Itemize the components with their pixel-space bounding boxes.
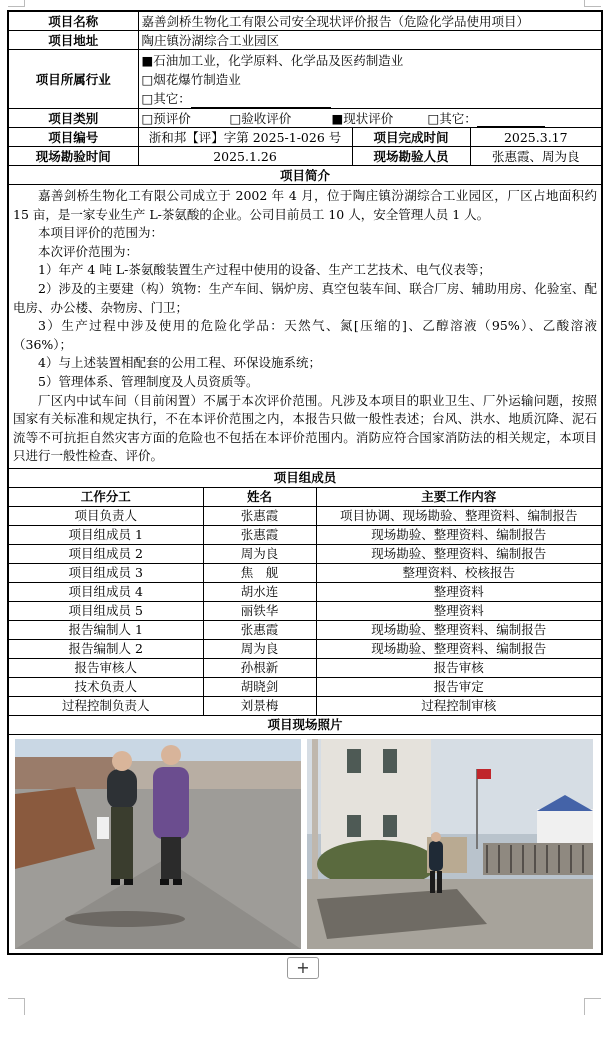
page-corner-mark [8, 998, 25, 1015]
industry-option: ■石油加工业，化学原料、化学品及医药制造业 [141, 52, 404, 68]
project-address-label: 项目地址 [8, 31, 138, 50]
member-work: 现场勘验、整理资料、编制报告 [316, 525, 602, 544]
member-work: 整理资料 [316, 601, 602, 620]
table-row [8, 582, 602, 601]
project-info-table [7, 10, 603, 955]
member-work: 现场勘验、整理资料、编制报告 [316, 639, 602, 658]
project-industry-label: 项目所属行业 [8, 50, 138, 109]
member-work: 项目协调、现场勘验、整理资料、编制报告 [316, 506, 602, 525]
member-name: 周为良 [203, 544, 316, 563]
page-corner-mark [8, 0, 25, 7]
member-name: 周为良 [203, 639, 316, 658]
survey-time-label: 现场勘验时间 [8, 147, 138, 166]
site-photo-left [15, 739, 301, 949]
member-name: 张惠霞 [203, 506, 316, 525]
completion-time-label: 项目完成时间 [352, 128, 470, 147]
intro-text [8, 185, 602, 469]
intro-paragraph: 嘉善剑桥生物化工有限公司成立于 2002 年 4 月，位于陶庄镇汾湖综合工业园区，厂区占地面积约 15 亩，是一家专业生产 L-茶氨酸的企业。公司目前员工 10 人，安全管理人员 1 人。 [13, 188, 598, 222]
table-row [8, 620, 602, 639]
category-option: □其它： [427, 110, 477, 126]
project-address-value: 陶庄镇汾湖综合工业园区 [138, 31, 602, 50]
project-name-label: 项目名称 [8, 11, 138, 31]
member-work: 整理资料、校核报告 [316, 563, 602, 582]
member-name: 焦 舰 [203, 563, 316, 582]
member-name: 张惠霞 [203, 620, 316, 639]
intro-paragraph: 厂区内中试车间（目前闲置）不属于本次评价范围。凡涉及本项目的职业卫生、厂外运输问题，按照国家有关标准和规定执行，不在本评价范围之内，本报告只做一般性表述；台风、洪水、地质沉降、泥石流等不可抗拒自然灾害方面的危险也不包括在本评价范围内。消防应符合国家消防法的相关规定，本项目只进行一般性检查、评价。 [13, 392, 598, 464]
page-corner-mark [584, 998, 601, 1015]
project-category-label: 项目类别 [8, 109, 138, 128]
member-role: 项目组成员 3 [8, 563, 203, 582]
page-corner-mark [584, 0, 601, 7]
table-row [8, 677, 602, 696]
blank-line [191, 94, 331, 108]
table-row [8, 639, 602, 658]
project-industry-options [138, 50, 602, 109]
member-name: 张惠霞 [203, 525, 316, 544]
member-work: 现场勘验、整理资料、编制报告 [316, 544, 602, 563]
member-work: 报告审核 [316, 658, 602, 677]
project-number-label: 项目编号 [8, 128, 138, 147]
category-option: □验收评价 [229, 110, 292, 126]
member-role: 技术负责人 [8, 677, 203, 696]
member-name: 刘景梅 [203, 696, 316, 715]
members-header-role: 工作分工 [8, 487, 203, 506]
intro-paragraph: 本次评价范围为： [38, 243, 139, 259]
project-name-value: 嘉善剑桥生物化工有限公司安全现状评价报告（危险化学品使用项目） [138, 11, 602, 31]
industry-option: □烟花爆竹制造业 [141, 71, 241, 87]
table-row [8, 544, 602, 563]
table-row [8, 525, 602, 544]
intro-section-title: 项目简介 [8, 166, 602, 185]
member-role: 报告编制人 1 [8, 620, 203, 639]
member-work: 整理资料 [316, 582, 602, 601]
member-role: 过程控制负责人 [8, 696, 203, 715]
intro-paragraph: 4）与上述装置相配套的公用工程、环保设施系统； [38, 355, 321, 371]
member-role: 项目组成员 5 [8, 601, 203, 620]
survey-staff-label: 现场勘验人员 [352, 147, 470, 166]
intro-paragraph: 2）涉及的主要建（构）筑物：生产车间、锅炉房、真空包装车间、联合厂房、辅助用房、化验室、配电房、办公楼、杂物房、门卫； [13, 280, 598, 315]
add-page-button[interactable]: + [287, 957, 319, 979]
members-header-name: 姓名 [203, 487, 316, 506]
survey-staff-value: 张惠霞、周为良 [470, 147, 602, 166]
survey-time-value: 2025.1.26 [138, 147, 352, 166]
members-header-work: 主要工作内容 [316, 487, 602, 506]
category-option: □预评价 [141, 110, 191, 126]
photos-container [8, 734, 602, 954]
member-name: 胡水连 [203, 582, 316, 601]
intro-paragraph: 1）年产 4 吨 L-茶氨酸装置生产过程中使用的设备、生产工艺技术、电气仪表等； [38, 262, 491, 278]
member-role: 报告编制人 2 [8, 639, 203, 658]
member-role: 项目组成员 4 [8, 582, 203, 601]
member-role: 项目组成员 2 [8, 544, 203, 563]
member-role: 项目负责人 [8, 506, 203, 525]
member-name: 丽铁华 [203, 601, 316, 620]
blank-line [477, 113, 545, 127]
site-photo-right [307, 739, 593, 949]
category-option: ■现状评价 [331, 110, 394, 126]
member-role: 项目组成员 1 [8, 525, 203, 544]
member-work: 过程控制审核 [316, 696, 602, 715]
table-row [8, 658, 602, 677]
industry-option: □其它： [142, 89, 599, 108]
intro-paragraph: 本项目评价的范围为： [38, 225, 164, 241]
table-row [8, 601, 602, 620]
members-section-title: 项目组成员 [8, 468, 602, 487]
member-work: 现场勘验、整理资料、编制报告 [316, 620, 602, 639]
project-category-options [138, 109, 602, 128]
project-number-value: 浙和邦【评】字第 2025-1-026 号 [138, 128, 352, 147]
completion-time-value: 2025.3.17 [470, 128, 602, 147]
table-row [8, 563, 602, 582]
member-name: 孙根新 [203, 658, 316, 677]
member-name: 胡晓剑 [203, 677, 316, 696]
intro-paragraph: 3）生产过程中涉及使用的危险化学品：天然气、氮[压缩的]、乙醇溶液（95%）、乙酸溶液（36%）； [13, 318, 598, 352]
intro-paragraph: 5）管理体系、管理制度及人员资质等。 [38, 373, 259, 389]
table-row [8, 506, 602, 525]
member-work: 报告审定 [316, 677, 602, 696]
table-row [8, 696, 602, 715]
photos-section-title: 项目现场照片 [8, 715, 602, 734]
member-role: 报告审核人 [8, 658, 203, 677]
